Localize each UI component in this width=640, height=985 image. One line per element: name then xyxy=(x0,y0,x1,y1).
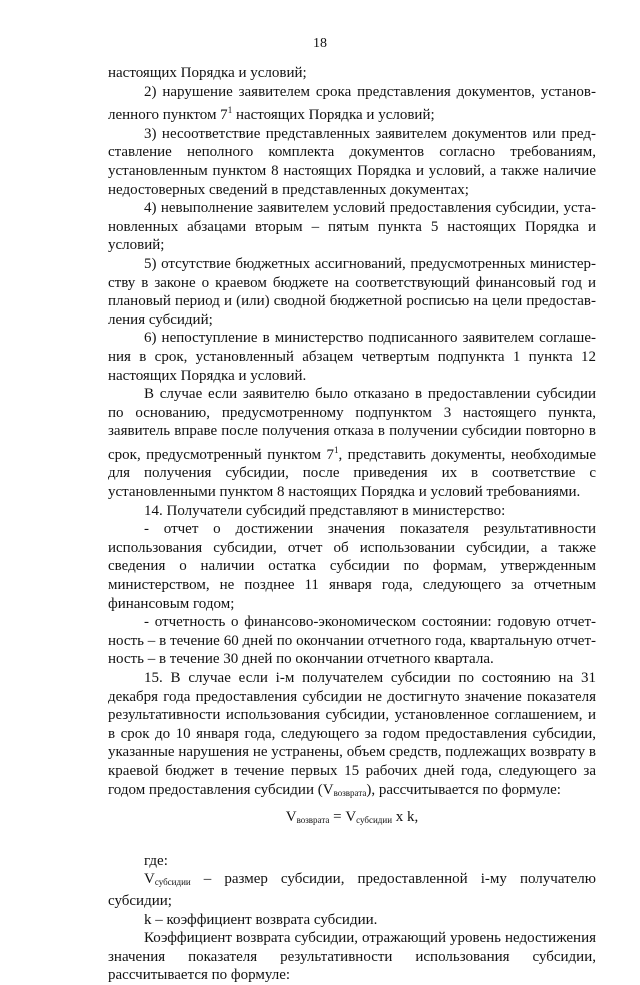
text: 15. В случае если i-м получателем субсидии по состоянию на 31 декабря года предоставления субсидии не достигнуто значение показателя результативности использования субсидии, установленное соглашением, и в срок до 10 января года, следующего за годом предоставления субсидии, указанные нарушения не устранены, объем средств, подлежащих возврату в краевой бюджет в течение первых 15 рабочих дней года, следующего за годом предоставления субсидии (V xyxy=(108,670,596,798)
text: настоящих Порядка и условий; xyxy=(232,107,435,124)
paragraph-item-2 xyxy=(108,83,596,125)
paragraph-14: 14. Получатели субсидий представляют в министерство: xyxy=(144,502,506,519)
formula xyxy=(108,808,596,830)
paragraph-item-5: 5) отсутствие бюджетных ассигнований, предусмотренных министерству в законе о краевом бюджете на соответствующий финансовый год и плановый период и (или) сводной бюджетной росписью на цели предоставления субсидий; xyxy=(108,255,596,328)
paragraph-where: где: xyxy=(144,852,168,869)
paragraph-item-3: 3) несоответствие представленных заявителем документов или представление неполного комплекта документов согласно требованиям, установленным пунктом 8 настоящих Порядка и условий, а также наличие недостоверных сведений в представленных документах; xyxy=(108,125,596,198)
paragraph-refusal-case xyxy=(108,385,596,502)
document-body xyxy=(108,64,596,985)
subscript: субсидии xyxy=(154,877,191,888)
text: В случае если заявителю было отказано в предоставлении субсидии по основанию, предусмотренному подпунктом 3 настоящего пункта, заявитель вправе после получения отказа в получении субсидии повторно в срок, предусмотренный пунктом 7 xyxy=(108,386,596,463)
spacer xyxy=(108,834,596,852)
paragraph-report-1: - отчет о достижении значения показателя результативности использования субсидии, отчет об использовании субсидии, а также сведения о наличии остатка субсидии по формам, утвержденным министерством, не позднее 11 января года, следующего за отчетным финансовым годом; xyxy=(108,521,596,612)
superscript: 1 xyxy=(227,105,233,116)
paragraph-report-2: - отчетность о финансово-экономическом состоянии: годовую отчетность – в течение 60 дней по окончании отчетного года, квартальную отчетность – в течение 30 дней по окончании отчетного квартала. xyxy=(108,614,596,668)
paragraph-15 xyxy=(108,669,596,802)
page-number: 18 xyxy=(313,36,327,51)
paragraph-coefficient: Коэффициент возврата субсидии, отражающий уровень недостижения значения показателя результативности использования субсидии, рассчитывается по формуле: xyxy=(108,930,596,984)
paragraph-item-4: 4) невыполнение заявителем условий предоставления субсидии, установленных абзацами вторым – пятым пункта 5 настоящих Порядка и условий; xyxy=(108,200,596,254)
paragraph-continuation: настоящих Порядка и условий; xyxy=(108,65,307,81)
subscript: возврата xyxy=(333,787,367,798)
paragraph-item-6: 6) непоступление в министерство подписанного заявителем соглашения в срок, установленный абзацем четвертым подпункта 1 пункта 12 настоящих Порядка и условий. xyxy=(108,330,596,384)
text: ), рассчитывается по формуле: xyxy=(366,781,561,798)
formula-lhs: V xyxy=(285,809,297,826)
text: , представить документы, необходимые для получения субсидии, после приведения их в соответствие с установленными пунктом 8 настоящих Порядка и условий требованиями. xyxy=(108,446,596,501)
paragraph-def-k: k – коэффициент возврата субсидии. xyxy=(144,911,378,928)
formula-lhs-sub: возврата xyxy=(296,815,330,826)
text: – размер субсидии, предоставленной i-му получателю субсидии; xyxy=(108,871,596,909)
text: V xyxy=(144,871,155,888)
formula-rhs-sub: субсидии xyxy=(356,815,393,826)
text: 2) нарушение заявителем срока представления документов, установленного пунктом 7 xyxy=(108,83,596,124)
formula-eq: = V xyxy=(329,809,357,826)
formula-tail: x k, xyxy=(392,809,419,826)
superscript: 1 xyxy=(333,444,339,455)
